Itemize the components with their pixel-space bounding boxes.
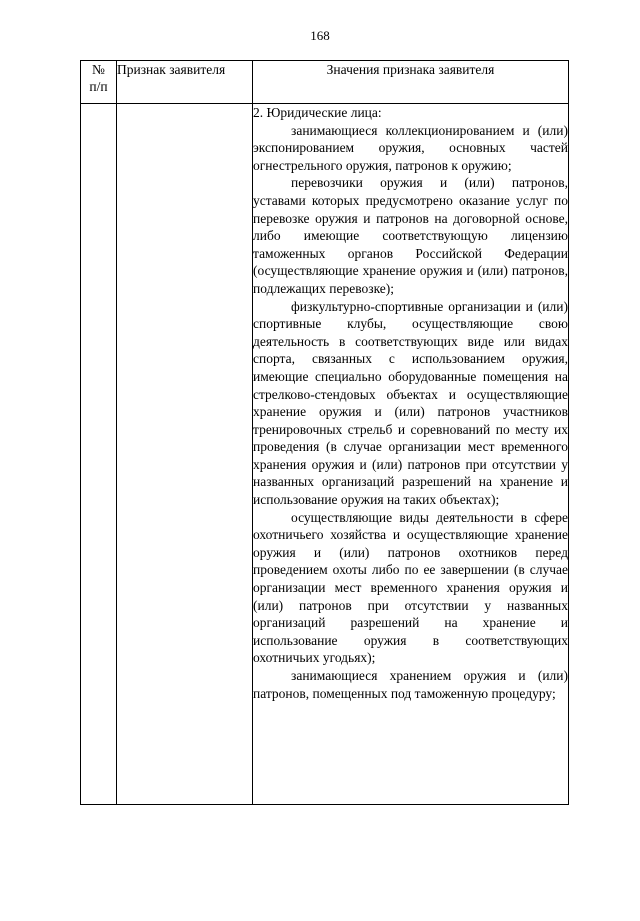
header-attribute-cell: Признак заявителя bbox=[117, 61, 253, 104]
table-header-row bbox=[81, 61, 569, 104]
applicant-attributes-table bbox=[80, 60, 569, 805]
header-number-abbrev: п/п bbox=[89, 79, 108, 94]
values-paragraph: занимающиеся коллекционированием и (или) экспонированием оружия, основных частей огнестрельного оружия, патронов к оружию; bbox=[253, 122, 568, 173]
header-number-cell bbox=[81, 61, 117, 104]
page-number: 168 bbox=[310, 28, 330, 43]
header-number-symbol: № bbox=[92, 62, 105, 77]
values-heading: 2. Юридические лица: bbox=[253, 105, 382, 120]
values-paragraph: физкультурно-спортивные организации и (или) спортивные клубы, осуществляющие свою деятельность в соответствующих виде или видах спорта, связанных с использованием оружия, имеющие специально оборудованные помещения на стрелково-стендовых объектах и осуществляющие хранение оружия и (или) патронов участников тренировочных стрельб и соревнований по месту их проведения (в случае организации мест временного хранения оружия и (или) патронов при отсутствии у названных организаций разрешений на хранение и использование оружия на таких объектах); bbox=[253, 298, 568, 508]
values-paragraph: осуществляющие виды деятельности в сфере охотничьего хозяйства и осуществляющие хранение оружия и (или) патронов охотников перед проведением охоты либо по ее завершении (в случае организации мест временного хранения оружия и (или) патронов при отсутствии у названных организаций разрешений на хранение и использование оружия в соответствующих охотничьих угодьях); bbox=[253, 509, 568, 666]
header-values-cell: Значения признака заявителя bbox=[253, 61, 569, 104]
values-paragraph: занимающиеся хранением оружия и (или) патронов, помещенных под таможенную процедуру; bbox=[253, 668, 568, 701]
table-row bbox=[81, 104, 569, 805]
row-number-cell bbox=[81, 104, 117, 805]
values-paragraph: перевозчики оружия и (или) патронов, уставами которых предусмотрено оказание услуг по перевозке оружия и патронов на договорной основе, либо имеющие соответствующую лицензию таможенных органов Российской Федерации (осуществляющие хранение оружия и (или) патронов, подлежащих перевозке); bbox=[253, 175, 568, 296]
row-values-cell bbox=[253, 104, 569, 805]
row-attribute-cell bbox=[117, 104, 253, 805]
